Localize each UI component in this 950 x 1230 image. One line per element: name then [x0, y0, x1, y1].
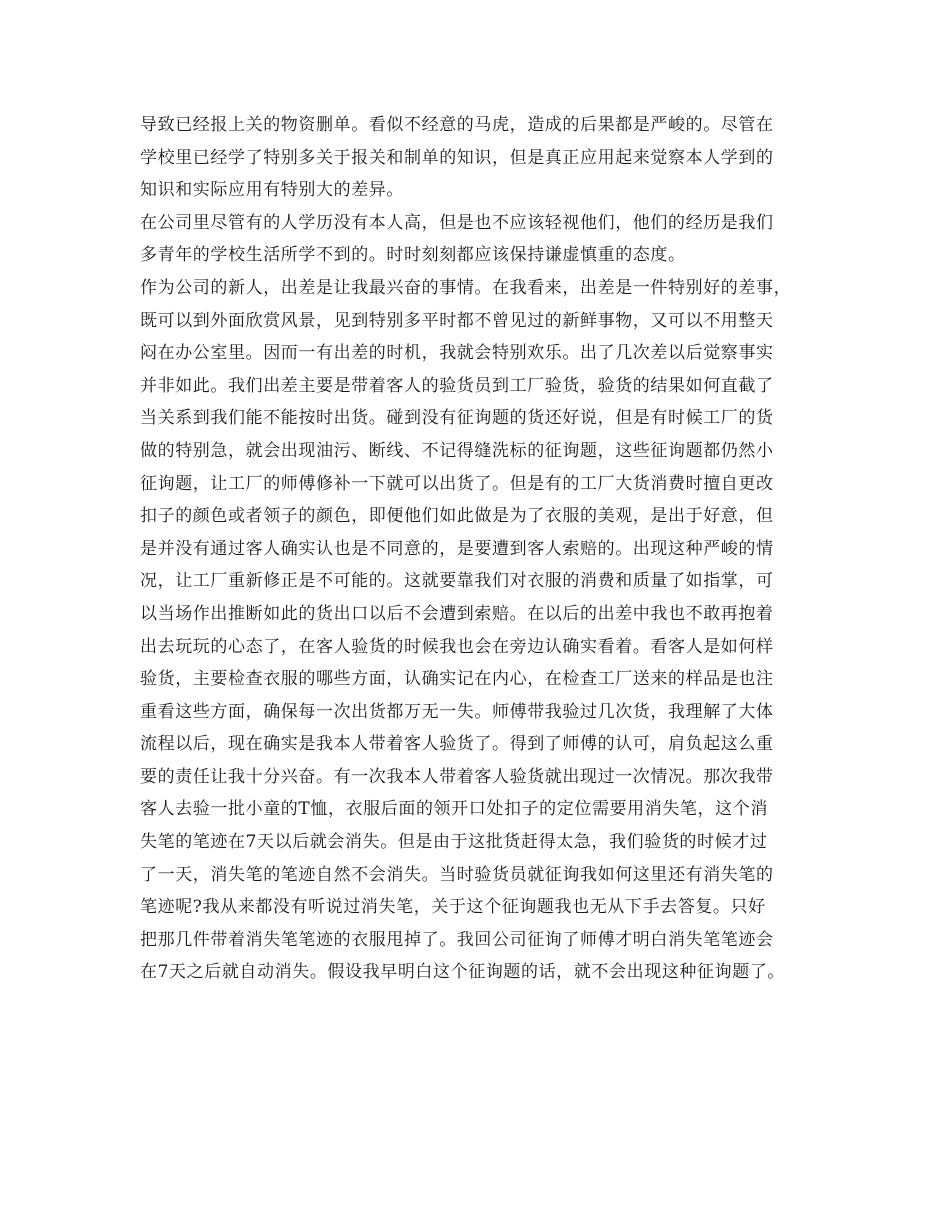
text-line: 在公司里尽管有的人学历没有本人高，但是也不应该轻视他们，他们的经历是我们	[140, 212, 774, 233]
text-line: 做的特别急，就会出现油污、断线、不记得缝洗标的征询题，这些征询题都仍然小	[140, 440, 774, 461]
text-line: 是并没有通过客人确实认也是不同意的，是要遭到客人索赔的。出现这种严峻的情	[140, 538, 774, 559]
text-line: 笔迹呢?我从来都没有听说过消失笔，关于这个征询题我也无从下手去答复。只好	[140, 897, 766, 918]
text-line: 况，让工厂重新修正是不可能的。这就要靠我们对衣服的消费和质量了如指掌，可	[140, 571, 774, 592]
text-line: 当关系到我们能不能按时出货。碰到没有征询题的货还好说，但是有时候工厂的货	[140, 408, 774, 429]
text-line: 客人去验一批小童的T恤，衣服后面的领开口处扣子的定位需要用消失笔，这个消	[140, 799, 768, 820]
text-line: 既可以到外面欣赏风景，见到特别多平时都不曾见过的新鲜事物，又可以不用整天	[140, 310, 774, 331]
text-line: 失笔的笔迹在7天以后就会消失。但是由于这批货赶得太急，我们验货的时候才过	[140, 832, 768, 853]
text-line: 扣子的颜色或者领子的颜色，即便他们如此做是为了衣服的美观，是出于好意，但	[140, 506, 774, 527]
text-line: 以当场作出推断如此的货出口以后不会遭到索赔。在以后的出差中我也不敢再抱着	[140, 603, 774, 624]
text-line: 把那几件带着消失笔笔迹的衣服甩掉了。我回公司征询了师傅才明白消失笔笔迹会	[140, 929, 774, 950]
text-line: 多青年的学校生活所学不到的。时时刻刻都应该保持谦虚慎重的态度。	[140, 245, 686, 266]
text-line: 出去玩玩的心态了，在客人验货的时候我也会在旁边认确实看着。看客人是如何样	[140, 636, 774, 657]
text-line: 流程以后，现在确实是我本人带着客人验货了。得到了师傅的认可，肩负起这么重	[140, 734, 774, 755]
text-line: 要的责任让我十分兴奋。有一次我本人带着客人验货就出现过一次情况。那次我带	[140, 766, 774, 787]
text-line: 闷在办公室里。因而一有出差的时机，我就会特别欢乐。出了几次差以后觉察事实	[140, 343, 774, 364]
text-line: 导致已经报上关的物资删单。看似不经意的马虎，造成的后果都是严峻的。尽管在	[140, 115, 774, 135]
text-line: 知识和实际应用有特别大的差异。	[140, 180, 404, 201]
text-line: 验货，主要检查衣服的哪些方面，认确实记在内心，在检查工厂送来的样品是也注	[140, 669, 774, 690]
text-line: 重看这些方面，确保每一次出货都万无一失。师傅带我验过几次货，我理解了大体	[140, 701, 774, 722]
document-body	[140, 109, 840, 989]
text-line: 征询题，让工厂的师傅修补一下就可以出货了。但是有的工厂大货消费时擅自更改	[140, 473, 774, 494]
text-line: 在7天之后就自动消失。假设我早明白这个征询题的话，就不会出现这种征询题了。	[140, 962, 786, 983]
text-line: 学校里已经学了特别多关于报关和制单的知识，但是真正应用起来觉察本人学到的	[140, 147, 774, 168]
text-line: 作为公司的新人，出差是让我最兴奋的事情。在我看来，出差是一件特别好的差事，	[140, 277, 792, 298]
text-line: 并非如此。我们出差主要是带着客人的验货员到工厂验货，验货的结果如何直截了	[140, 375, 774, 396]
text-line: 了一天，消失笔的笔迹自然不会消失。当时验货员就征询我如何这里还有消失笔的	[140, 864, 774, 885]
